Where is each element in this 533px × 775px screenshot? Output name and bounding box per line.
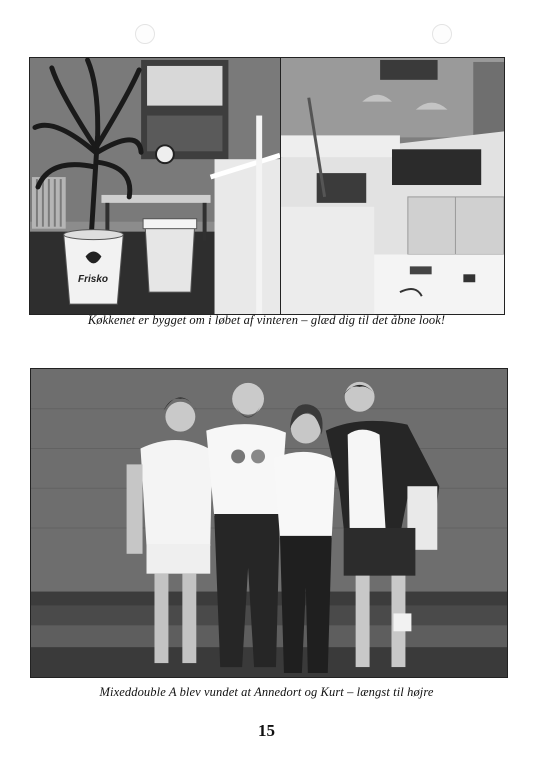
kitchen-scene-right bbox=[281, 58, 504, 314]
team-caption: Mixeddouble A blev vundet at Annedort og Kurt – længst til højre bbox=[99, 685, 434, 699]
kitchen-photo-left bbox=[29, 57, 281, 315]
team-photo bbox=[30, 368, 508, 678]
team-scene bbox=[31, 369, 507, 677]
bucket-logo-text: Frisko bbox=[78, 274, 109, 285]
page-number: 15 bbox=[258, 721, 275, 740]
kitchen-photo-right bbox=[280, 57, 505, 315]
kitchen-scene-left bbox=[30, 58, 280, 314]
binder-hole-left bbox=[135, 24, 155, 44]
binder-hole-right bbox=[432, 24, 452, 44]
kitchen-caption: Køkkenet er bygget om i løbet af vinteren – glæd dig til det åbne look! bbox=[87, 313, 446, 327]
